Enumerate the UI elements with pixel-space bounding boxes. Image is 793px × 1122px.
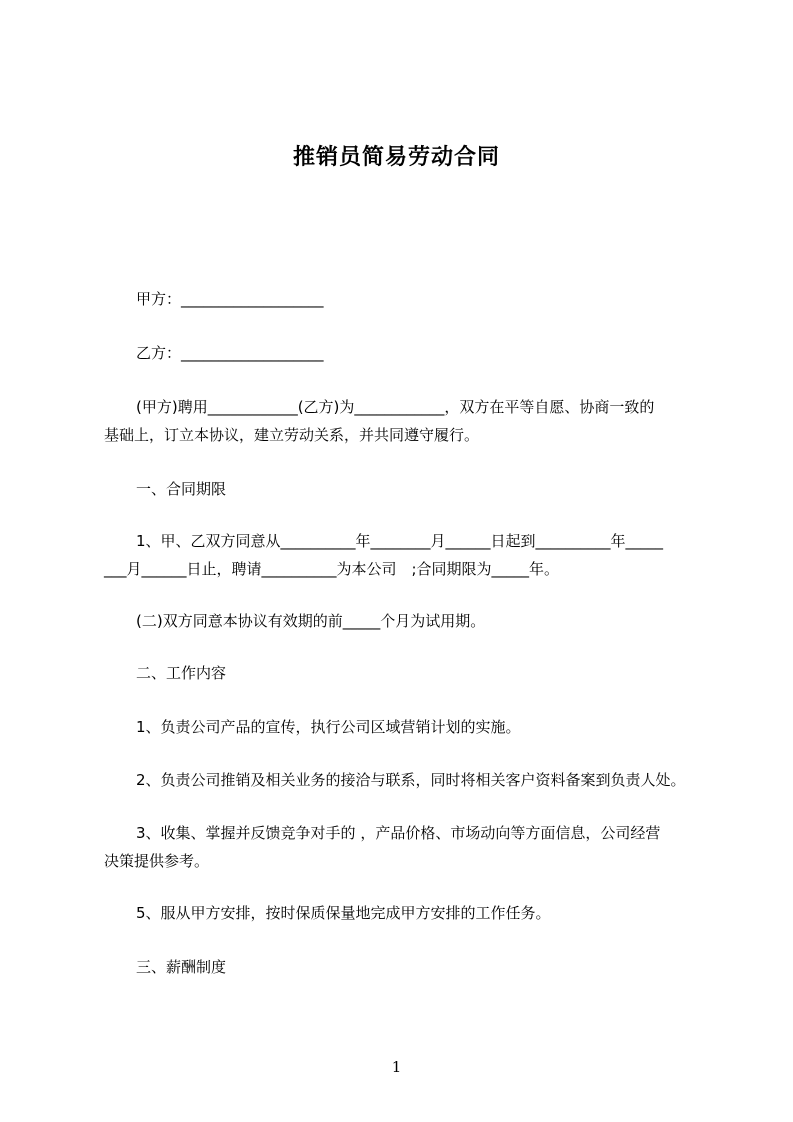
document-title: 推销员简易劳动合同 — [292, 145, 500, 170]
work-item-1: 1、负责公司产品的宣传，执行公司区域营销计划的实施。 — [136, 718, 521, 736]
term-item-1-line-1: 1、甲、乙双方同意从__________年________月______日起到__________年_____ — [136, 532, 664, 550]
section-heading-salary: 三、薪酬制度 — [136, 958, 227, 976]
intro-line-1: (甲方)聘用____________(乙方)为____________，双方在平等自愿、协商一致的 — [136, 398, 655, 416]
work-item-3-line-1: 3、收集、掌握并反馈竞争对手的 ，产品价格、市场动向等方面信息，公司经营 — [136, 824, 661, 842]
intro-line-2: 基础上，订立本协议，建立劳动关系，并共同遵守履行。 — [104, 426, 480, 444]
party-a-line: 甲方：___________________ — [136, 290, 324, 308]
term-item-1-line-2: ___月______日止，聘请__________为本公司 ;合同期限为_____年。 — [104, 560, 560, 578]
term-item-2: (二)双方同意本协议有效期的前_____个月为试用期。 — [136, 612, 486, 630]
work-item-2: 2、负责公司推销及相关业务的接洽与联系，同时将相关客户资料备案到负责人处。 — [136, 771, 686, 789]
section-heading-term: 一、合同期限 — [136, 480, 227, 498]
page-number: 1 — [391, 1058, 402, 1076]
section-heading-work: 二、工作内容 — [136, 664, 227, 682]
party-b-line: 乙方：___________________ — [136, 344, 324, 362]
work-item-5: 5、服从甲方安排，按时保质保量地完成甲方安排的工作任务。 — [136, 904, 551, 922]
work-item-3-line-2: 决策提供参考。 — [104, 852, 210, 870]
